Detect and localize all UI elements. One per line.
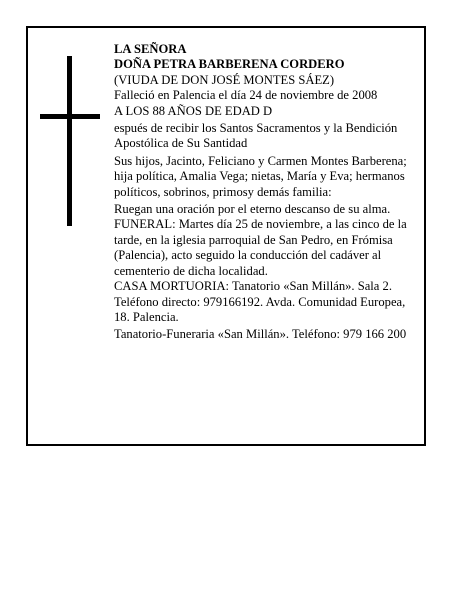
obituary-text	[114, 42, 424, 343]
mortuary-paragraph: CASA MORTUORIA: Tanatorio «San Millán». Sala 2. Teléfono directo: 979166192. Avda. Comunidad Europea, 18. Palencia.	[114, 279, 406, 324]
cross-vertical-bar	[67, 56, 72, 226]
funeral-paragraph: FUNERAL: Martes día 25 de noviembre, a las cinco de la tarde, en la iglesia parroquial de San Pedro, en Frómisa (Palencia), acto seguido la conducción del cadáver al cementerio de dicha localidad.	[114, 217, 407, 278]
cross-icon	[40, 56, 100, 226]
sacraments-paragraph: espués de recibir los Santos Sacramentos y la Bendición Apostólica de Su Santidad	[114, 121, 398, 151]
obituary-notice	[26, 26, 426, 446]
widow-line: (VIUDA DE DON JOSÉ MONTES SÁEZ)	[114, 72, 335, 87]
family-paragraph: Sus hijos, Jacinto, Feliciano y Carmen Montes Barberena; hija política, Amalia Vega; nietas, María y Eva; hermanos políticos, sobrinos, primosy demás familia:	[114, 153, 407, 199]
death-line: Falleció en Palencia el día 24 de noviembre de 2008	[114, 88, 378, 103]
title-line: LA SEÑORA	[114, 42, 187, 56]
age-line: A LOS 88 AÑOS DE EDAD D	[114, 103, 273, 118]
funeral-home-paragraph: Tanatorio-Funeraria «San Millán». Teléfono: 979 166 200	[114, 327, 407, 342]
deceased-name: DOÑA PETRA BARBERENA CORDERO	[114, 57, 345, 72]
prayer-line: Ruegan una oración por el eterno descanso de su alma.	[114, 202, 391, 217]
cross-horizontal-bar	[40, 114, 100, 119]
